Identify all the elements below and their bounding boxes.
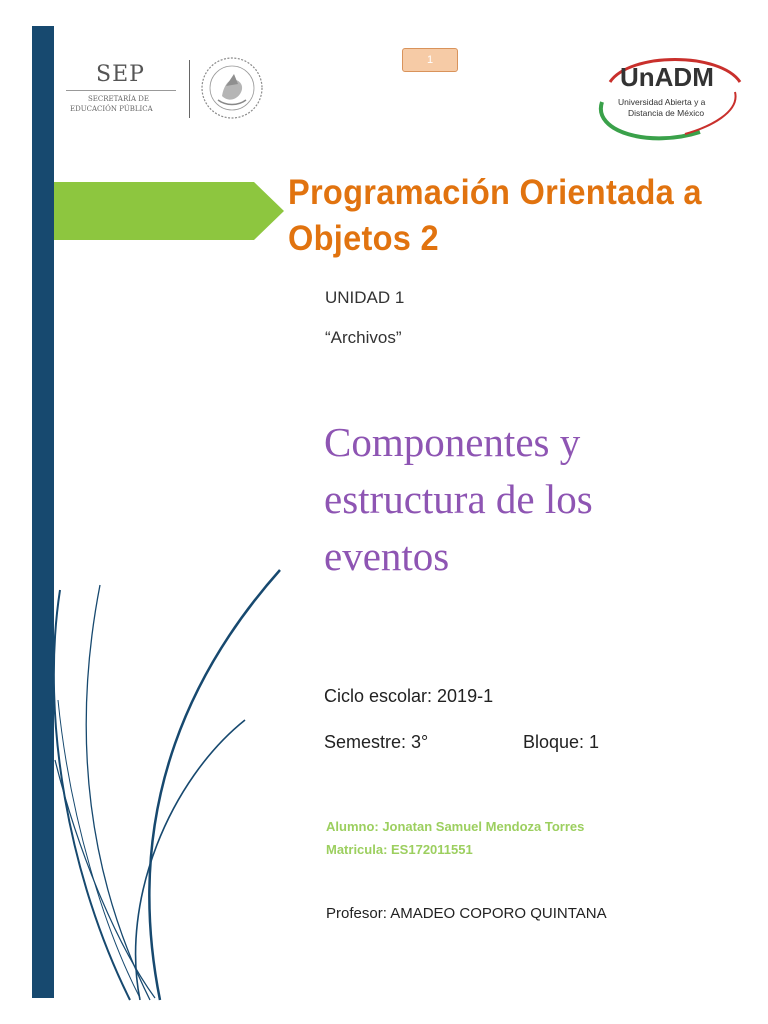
unadm-logo-line2: Distancia de México — [628, 108, 705, 118]
topic-line2: estructura de los — [324, 476, 593, 522]
student-id: Matricula: ES172011551 — [326, 842, 473, 857]
page-number-badge: 1 — [402, 48, 458, 72]
sep-logo-rule — [66, 90, 176, 91]
student-name: Alumno: Jonatan Samuel Mendoza Torres — [326, 819, 585, 834]
unadm-logo — [590, 52, 745, 144]
topic-title — [324, 414, 704, 585]
course-title-line2: Objetos 2 — [288, 219, 439, 258]
unadm-logo-name: UnADM — [620, 62, 714, 92]
green-arrow-banner — [54, 182, 286, 240]
decorative-swoosh-lines — [0, 0, 320, 1024]
course-title-line1: Programación Orientada a — [288, 173, 702, 212]
course-title — [288, 170, 725, 262]
sep-logo-line2: EDUCACIÓN PÚBLICA — [70, 105, 153, 113]
unit-label: UNIDAD 1 — [325, 288, 405, 307]
unadm-logo-line1: Universidad Abierta y a — [618, 97, 706, 107]
block: Bloque: 1 — [523, 732, 600, 752]
sep-logo — [66, 62, 176, 116]
topic-line1: Componentes y — [324, 419, 581, 465]
school-cycle: Ciclo escolar: 2019-1 — [324, 686, 494, 706]
professor-name: Profesor: AMADEO COPORO QUINTANA — [326, 905, 607, 922]
logo-divider — [189, 60, 190, 118]
topic-line3: eventos — [324, 533, 450, 579]
sep-logo-line1: SECRETARÍA DE — [88, 95, 150, 103]
sep-logo-name: SEP — [96, 62, 145, 87]
unit-name: “Archivos” — [325, 328, 402, 347]
semester: Semestre: 3° — [324, 732, 429, 752]
mexican-seal-icon — [200, 56, 264, 120]
